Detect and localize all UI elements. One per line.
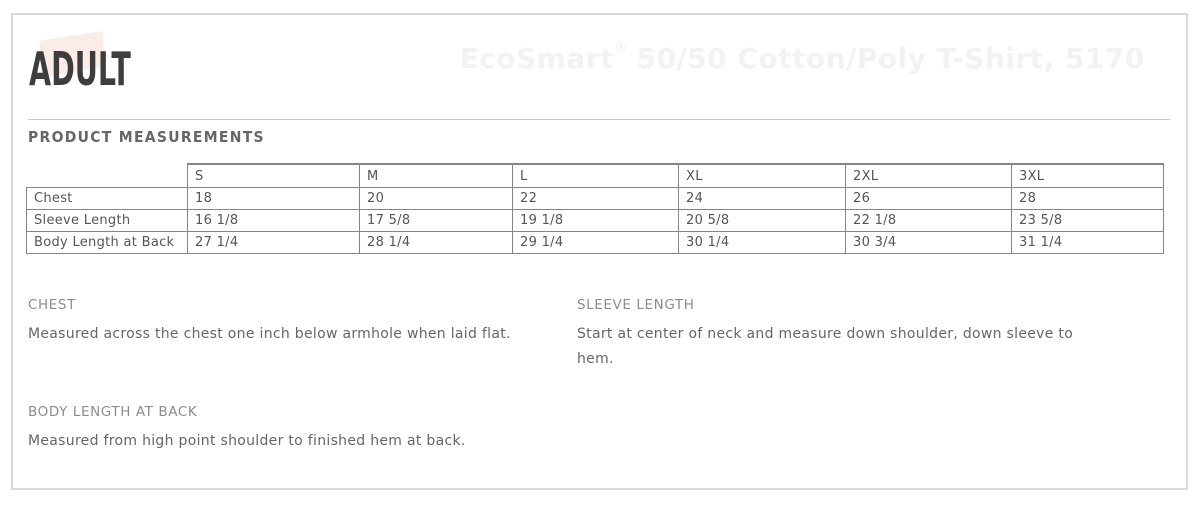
- table-corner-cell: [27, 164, 188, 188]
- measurement-cell: 30 3/4: [846, 232, 1012, 254]
- table-row-chest: [27, 188, 1164, 210]
- table-header-row: [27, 164, 1164, 188]
- column-header-2xl: 2XL: [846, 164, 1012, 188]
- measurement-cell: 22 1/8: [846, 210, 1012, 232]
- measurement-cell: 19 1/8: [513, 210, 679, 232]
- measurement-cell: 18: [188, 188, 360, 210]
- definition-description: Start at center of neck and measure down shoulder, down sleeve to hem.: [577, 326, 1074, 367]
- content-panel: [11, 13, 1188, 490]
- product-title-rest: 50/50 Cotton/Poly T-Shirt, 5170: [636, 42, 1145, 75]
- adult-section-heading: ADULT: [29, 42, 131, 96]
- measurement-cell: 24: [679, 188, 846, 210]
- measurement-cell: 28: [1012, 188, 1164, 210]
- measurement-cell: 26: [846, 188, 1012, 210]
- row-label: Body Length at Back: [27, 232, 188, 254]
- row-label: Chest: [27, 188, 188, 210]
- product-title-brand: EcoSmart: [459, 42, 614, 75]
- registered-trademark-symbol: ®: [613, 40, 629, 56]
- measurement-cell: 29 1/4: [513, 232, 679, 254]
- measurement-cell: 28 1/4: [360, 232, 513, 254]
- column-header-s: S: [188, 164, 360, 188]
- measurement-cell: 31 1/4: [1012, 232, 1164, 254]
- definition-term: SLEEVE LENGTH: [577, 297, 695, 313]
- measurement-cell: 20: [360, 188, 513, 210]
- definition-term: BODY LENGTH AT BACK: [28, 404, 198, 420]
- measurement-cell: 17 5/8: [360, 210, 513, 232]
- definition-body-length: [28, 404, 588, 454]
- definition-description: Measured from high point shoulder to finished hem at back.: [28, 433, 466, 449]
- size-table: [26, 163, 1164, 254]
- column-header-m: M: [360, 164, 513, 188]
- definition-term: CHEST: [28, 297, 76, 313]
- column-header-xl: XL: [679, 164, 846, 188]
- table-row-body-length: [27, 232, 1164, 254]
- definition-sleeve-length: [577, 297, 1089, 372]
- column-header-3xl: 3XL: [1012, 164, 1164, 188]
- divider-line: [28, 119, 1170, 120]
- measurement-cell: 20 5/8: [679, 210, 846, 232]
- table-row-sleeve-length: [27, 210, 1164, 232]
- measurement-cell: 27 1/4: [188, 232, 360, 254]
- column-header-l: L: [513, 164, 679, 188]
- measurement-cell: 16 1/8: [188, 210, 360, 232]
- row-label: Sleeve Length: [27, 210, 188, 232]
- measurement-cell: 30 1/4: [679, 232, 846, 254]
- definition-chest: [28, 297, 568, 347]
- measurement-cell: 23 5/8: [1012, 210, 1164, 232]
- measurement-cell: 22: [513, 188, 679, 210]
- product-title-faint: [460, 42, 1145, 75]
- definition-description: Measured across the chest one inch below armhole when laid flat.: [28, 326, 511, 342]
- product-measurements-heading: PRODUCT MEASUREMENTS: [28, 128, 265, 146]
